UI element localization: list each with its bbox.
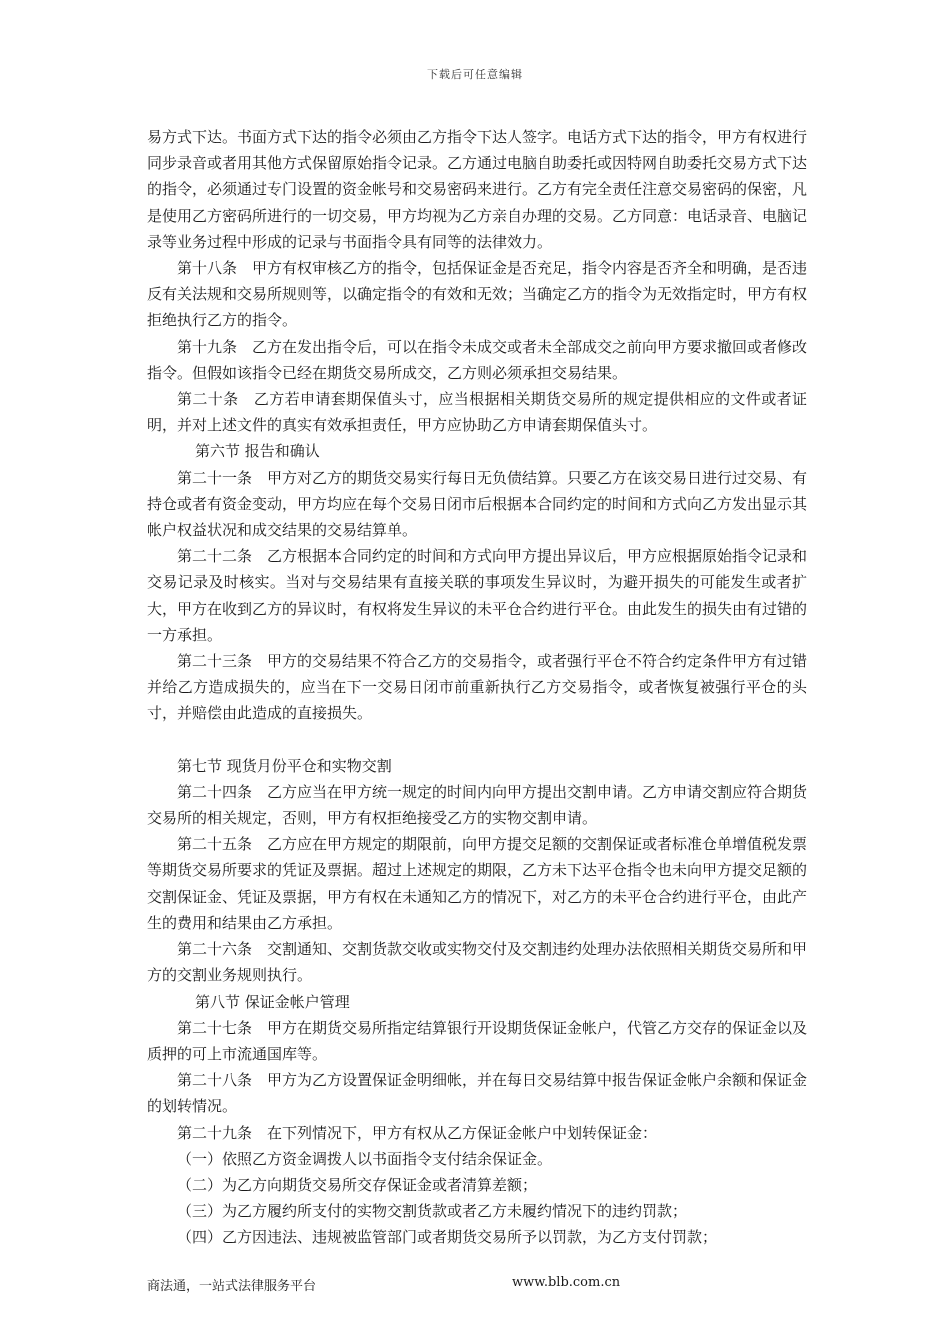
article-24: 第二十四条 乙方应当在甲方统一规定的时间内向甲方提出交割申请。乙方申请交割应符合期货交易所的相关规定，否则，甲方有权拒绝接受乙方的实物交割申请。 <box>147 782 808 828</box>
article-25: 第二十五条 乙方应在甲方规定的期限前，向甲方提交足额的交割保证或者标准仓单增值税发票等期货交易所要求的凭证及票据。超过上述规定的期限，乙方未下达平仓指令也未向甲方提交足额的交割保证金、凭证及票据，甲方有权在未通知乙方的情况下，对乙方的未平仓合约进行平仓，由此产生的费用和结果由乙方承担。 <box>147 835 808 932</box>
document-body <box>147 124 807 1251</box>
article-23: 第二十三条 甲方的交易结果不符合乙方的交易指令，或者强行平仓不符合约定条件甲方有过错并给乙方造成损失的，应当在下一交易日闭市前重新执行乙方交易指令，或者恢复被强行平仓的头寸，并赔偿由此造成的直接损失。 <box>147 652 808 723</box>
article-28: 第二十八条 甲方为乙方设置保证金明细帐，并在每日交易结算中报告保证金帐户余额和保证金的划转情况。 <box>147 1071 808 1116</box>
article-21: 第二十一条 甲方对乙方的期货交易实行每日无负债结算。只要乙方在该交易日进行过交易、有持仓或者有资金变动，甲方均应在每个交易日闭市后根据本合同约定的时间和方式向乙方发出显示其帐户权益状况和成交结果的交易结算单。 <box>147 468 808 540</box>
article-18: 第十八条 甲方有权审核乙方的指令，包括保证金是否充足，指令内容是否齐全和明确，是否违反有关法规和交易所规则等，以确定指令的有效和无效；当确定乙方的指令为无效指定时，甲方有权拒绝执行乙方的指令。 <box>147 259 808 330</box>
list-item: （三）为乙方履约所支付的实物交割货款或者乙方未履约情况下的违约罚款； <box>177 1202 688 1221</box>
section-7-heading: 第七节 现货月份平仓和实物交割 <box>177 756 392 775</box>
article-27: 第二十七条 甲方在期货交易所指定结算银行开设期货保证金帐户，代管乙方交存的保证金以及质押的可上市流通国库等。 <box>147 1018 808 1063</box>
article-29: 第二十九条 在下列情况下，甲方有权从乙方保证金帐户中划转保证金： <box>177 1123 658 1142</box>
list-item: （一）依照乙方资金调拨人以书面指令支付结余保证金。 <box>177 1149 553 1168</box>
footer-url[interactable]: www.blb.com.cn <box>512 1275 621 1290</box>
article-20: 第二十条 乙方若申请套期保值头寸，应当根据相关期货交易所的规定提供相应的文件或者证明，并对上述文件的真实有效承担责任，甲方应协助乙方申请套期保值头寸。 <box>147 390 807 435</box>
footer-brand: 商法通，一站式法律服务平台 <box>147 1279 317 1294</box>
article-26: 第二十六条 交割通知、交割货款交收或实物交付及交割违约处理办法依照相关期货交易所和甲方的交割业务规则执行。 <box>147 940 808 985</box>
article-22: 第二十二条 乙方根据本合同约定的时间和方式向甲方提出异议后，甲方应根据原始指令记录和交易记录及时核实。当对与交易结果有直接关联的事项发生异议时，为避开损失的可能发生或者扩大，甲方在收到乙方的异议时，有权将发生异议的未平仓合约进行平仓。由此发生的损失由有过错的一方承担。 <box>147 547 808 644</box>
section-6-heading: 第六节 报告和确认 <box>195 442 320 461</box>
list-item: （四）乙方因违法、违规被监管部门或者期货交易所予以罚款，为乙方支付罚款； <box>177 1228 718 1247</box>
article-19: 第十九条 乙方在发出指令后，可以在指令未成交或者未全部成交之前向甲方要求撤回或者修改指令。但假如该指令已经在期货交易所成交，乙方则必须承担交易结果。 <box>147 337 808 382</box>
section-8-heading: 第八节 保证金帐户管理 <box>195 992 350 1011</box>
paragraph-continued: 易方式下达。书面方式下达的指令必须由乙方指令下达人签字。电话方式下达的指令，甲方有权进行同步录音或者用其他方式保留原始指令记录。乙方通过电脑自助委托或因特网自助委托交易方式下达的指令，必须通过专门设置的资金帐号和交易密码来进行。乙方有完全责任注意交易密码的保密，凡是使用乙方密码所进行的一切交易，甲方均视为乙方亲自办理的交易。乙方同意：电话录音、电脑记录等业务过程中形成的记录与书面指令具有同等的法律效力。 <box>147 128 808 251</box>
list-item: （二）为乙方向期货交易所交存保证金或者清算差额； <box>177 1175 538 1194</box>
page-header: 下载后可任意编辑 <box>427 68 523 81</box>
